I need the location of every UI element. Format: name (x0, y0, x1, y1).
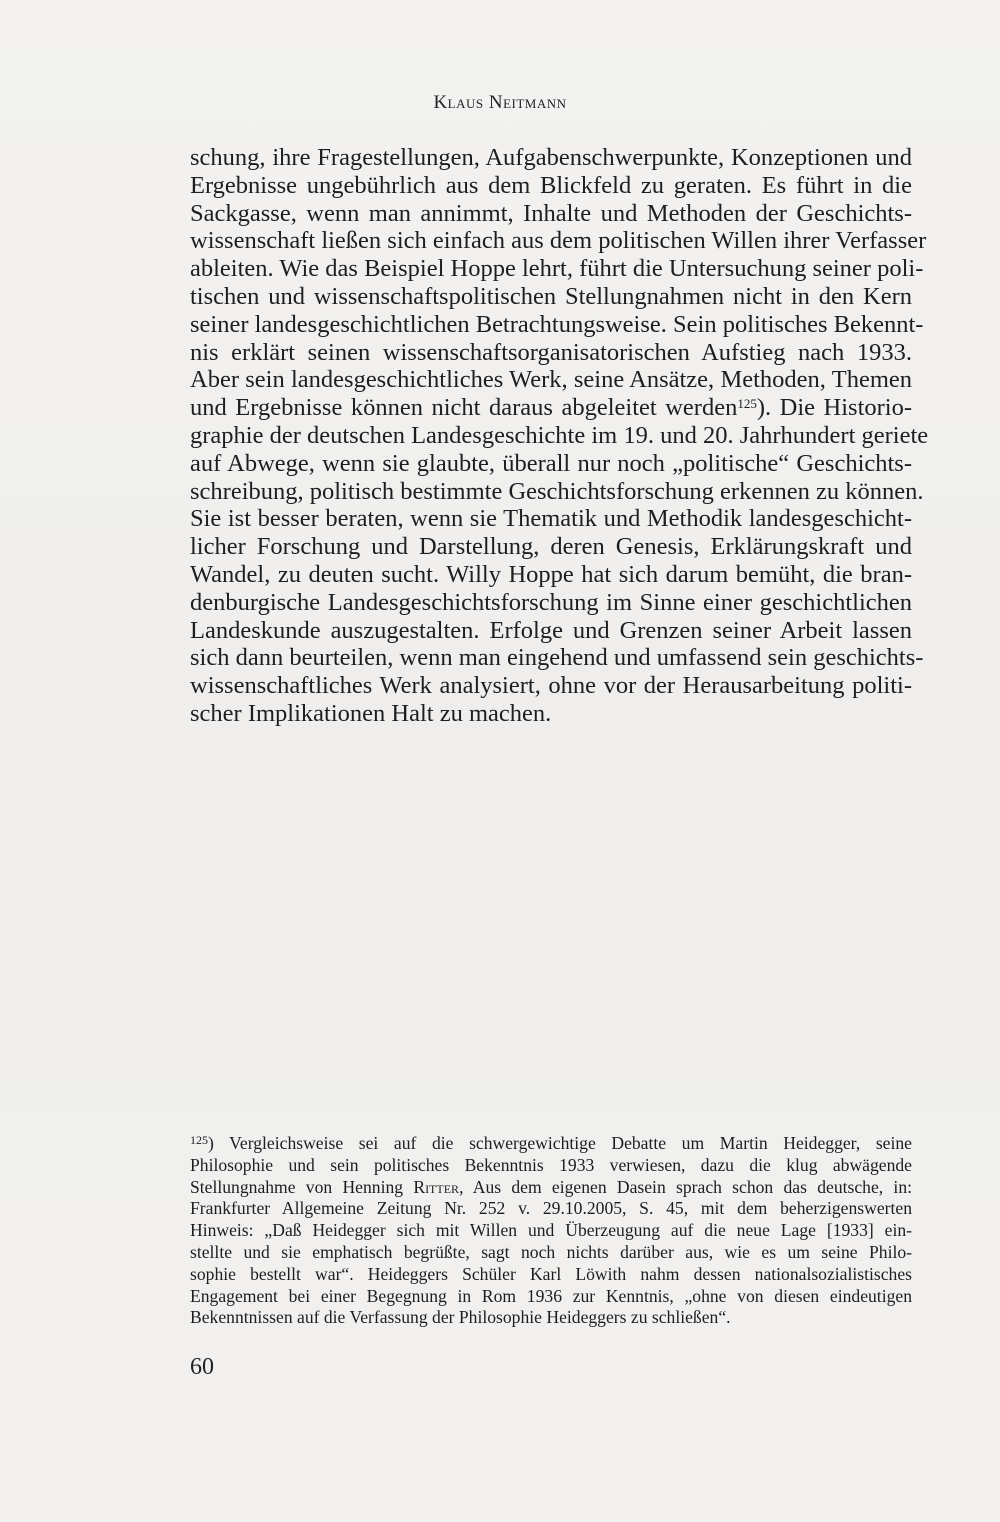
text-line: scher Implikationen Halt zu machen. (190, 699, 552, 727)
footnote-line: Hinweis: „Daß Heidegger sich mit Willen und Überzeugung auf die neue Lage [1933] ein- (190, 1220, 912, 1241)
footnote-line (190, 1177, 912, 1199)
footnote-line-text: ) Vergleichsweise sei auf die schwergewichtige Debatte um Martin Heidegger, seine (208, 1133, 912, 1153)
text-line: wissenschaftliches Werk analysiert, ohne vor der Herausarbeitung politi- (190, 672, 912, 700)
text-line: Ergebnisse ungebührlich aus dem Blickfeld zu geraten. Es führt in die (190, 171, 912, 199)
text-line: schung, ihre Fragestellungen, Aufgabenschwerpunkte, Konzeptionen und (190, 144, 912, 171)
line-text-tail: ). Die Historio- (756, 394, 912, 422)
text-line: Aber sein landesgeschichtliches Werk, seine Ansätze, Methoden, Themen (190, 366, 912, 394)
text-line: nis erklärt seinen wissenschaftsorganisatorischen Aufstieg nach 1933. (190, 338, 912, 366)
text-line: seiner landesgeschichtlichen Betrachtungsweise. Sein politisches Bekennt- (190, 310, 924, 338)
footnote-line: sophie bestellt war“. Heideggers Schüler Karl Löwith nahm dessen nationalsozialistisches (190, 1263, 912, 1284)
text-line: wissenschaft ließen sich einfach aus dem politischen Willen ihrer Verfasser (190, 227, 927, 255)
text-line: auf Abwege, wenn sie glaubte, überall nur noch „politische“ Geschichts- (190, 449, 912, 477)
footnote-line: Engagement bei einer Begegnung in Rom 1936 zur Kenntnis, „ohne von diesen eindeutigen (190, 1285, 912, 1306)
footnote-reference[interactable]: 125 (737, 396, 757, 412)
text-line: graphie der deutschen Landesgeschichte im 19. und 20. Jahrhundert geriete (190, 421, 929, 449)
footnote-line (190, 1133, 912, 1155)
running-head: Klaus Neitmann (433, 92, 567, 113)
main-paragraph (190, 144, 929, 728)
text-line: Wandel, zu deuten sucht. Willy Hoppe hat sich darum bemüht, die bran- (190, 560, 912, 588)
cited-author: Ritter (413, 1176, 460, 1197)
footnote-line: stellte und sie emphatisch begrüßte, sagt noch nichts darüber aus, wie es um seine Philo- (190, 1241, 912, 1262)
footnote-line: Frankfurter Allgemeine Zeitung Nr. 252 v. 29.10.2005, S. 45, mit dem beherzigenswerten (190, 1198, 912, 1219)
footnote-number: 125 (190, 1133, 208, 1147)
line-text: und Ergebnisse können nicht daraus abgeleitet werden (190, 394, 738, 422)
text-line: Sackgasse, wenn man annimmt, Inhalte und Methoden der Geschichts- (190, 199, 912, 227)
page-number: 60 (190, 1354, 214, 1380)
footnote-line: Bekenntnissen auf die Verfassung der Philosophie Heideggers zu schließen“. (190, 1307, 731, 1328)
text-line: licher Forschung und Darstellung, deren Genesis, Erklärungskraft und (190, 533, 912, 561)
text-line: ableiten. Wie das Beispiel Hoppe lehrt, führt die Untersuchung seiner poli- (190, 255, 924, 283)
text-line: sich dann beurteilen, wenn man eingehend und umfassend sein geschichts- (190, 644, 924, 672)
text-line: Sie ist besser beraten, wenn sie Thematik und Methodik landesgeschicht- (190, 505, 912, 533)
text-line: tischen und wissenschaftspolitischen Stellungnahmen nicht in den Kern (190, 282, 912, 310)
text-line: denburgische Landesgeschichtsforschung im Sinne einer geschichtlichen (190, 588, 912, 616)
footnote-line-text: Stellungnahme von Henning (190, 1176, 414, 1197)
footnote (190, 1133, 912, 1329)
footnote-line: Philosophie und sein politisches Bekenntnis 1933 verwiesen, dazu die klug abwägende (190, 1154, 912, 1175)
footnote-line-tail: , Aus dem eigenen Dasein sprach schon das deutsche, in: (459, 1176, 912, 1197)
text-line: schreibung, politisch bestimmte Geschichtsforschung erkennen zu können. (190, 477, 924, 505)
text-line: Landeskunde auszugestalten. Erfolge und Grenzen seiner Arbeit lassen (190, 616, 912, 644)
text-line-with-footnote-ref (190, 394, 912, 422)
